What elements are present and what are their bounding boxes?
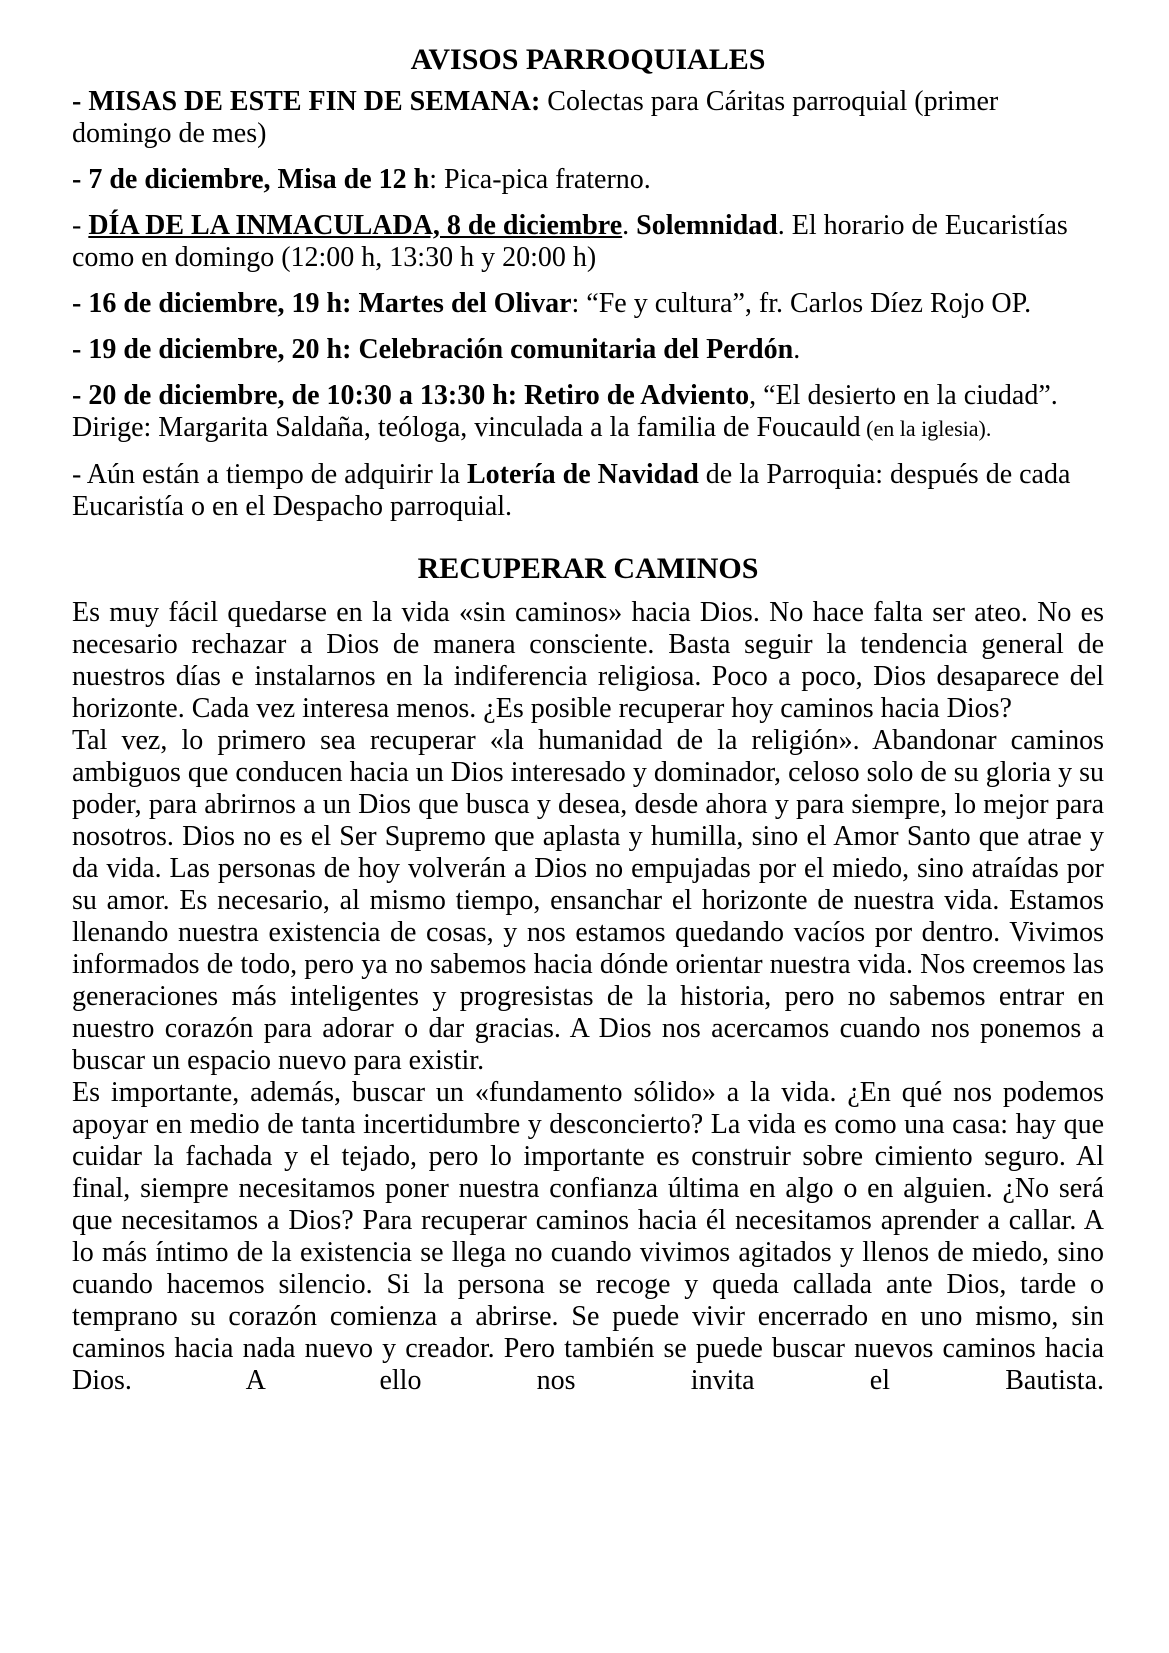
aviso-heading: - 16 de diciembre, 19 h: Martes del Olivar (72, 288, 572, 319)
aviso-item (72, 288, 1104, 320)
aviso-heading: - 20 de diciembre, de 10:30 a 13:30 h: Retiro de Adviento (72, 380, 750, 411)
aviso-text: . (793, 334, 801, 365)
aviso-item (72, 459, 1104, 523)
aviso-item (72, 380, 1104, 445)
aviso-item (72, 86, 1104, 150)
aviso-item (72, 164, 1104, 196)
aviso-item (72, 210, 1104, 274)
aviso-text: Colectas para Cáritas parroquial (primer domingo de mes) (72, 86, 999, 149)
article-title: RECUPERAR CAMINOS (417, 552, 759, 585)
aviso-heading: - MISAS DE ESTE FIN DE SEMANA: (72, 86, 541, 117)
bulletin-page (72, 42, 1104, 1397)
aviso-heading: Solemnidad (636, 210, 778, 241)
aviso-heading: Lotería de Navidad (467, 459, 699, 490)
aviso-text-before: - Aún están a tiempo de adquirir la (72, 459, 467, 490)
aviso-text: : Pica-pica fraterno. (429, 164, 651, 195)
aviso-item (72, 334, 1104, 366)
aviso-note: (en la iglesia). (860, 416, 992, 441)
aviso-separator: . (622, 210, 637, 241)
aviso-text: de la Parroquia: después de cada Eucaristía o en el Despacho parroquial. (72, 459, 1071, 522)
aviso-text: . El horario de Eucaristías como en domingo (12:00 h, 13:30 h y 20:00 h) (72, 210, 1068, 273)
aviso-heading: - 19 de diciembre, 20 h: Celebración comunitaria del Perdón (72, 334, 794, 365)
article-paragraph: Es muy fácil quedarse en la vida «sin caminos» hacia Dios. No hace falta ser ateo. No es necesario rechazar a Dios de manera consciente. Basta seguir la tendencia general de nuestros días e instalarnos en la indiferencia religiosa. Poco a poco, Dios desaparece del horizonte. Cada vez interesa menos. ¿Es posible recuperar hoy caminos hacia Dios? (72, 597, 1104, 724)
avisos-title: AVISOS PARROQUIALES (410, 43, 766, 76)
article-body (72, 597, 1104, 1397)
aviso-text: : “Fe y cultura”, fr. Carlos Díez Rojo OP. (571, 288, 1032, 319)
aviso-prefix: - (72, 210, 89, 241)
article-paragraph: Tal vez, lo primero sea recuperar «la humanidad de la religión». Abandonar caminos ambiguos que conducen hacia un Dios interesado y dominador, celoso solo de su gloria y su poder, para abrirnos a un Dios que busca y desea, desde ahora y para siempre, lo mejor para nosotros. Dios no es el Ser Supremo que aplasta y humilla, sino el Amor Santo que atrae y da vida. Las personas de hoy volverán a Dios no empujadas por el miedo, sino atraídas por su amor. Es necesario, al mismo tiempo, ensanchar el horizonte de nuestra vida. Estamos llenando nuestra existencia de cosas, y nos estamos quedando vacíos por dentro. Vivimos informados de todo, pero ya no sabemos hacia dónde orientar nuestra vida. Nos creemos las generaciones más inteligentes y progresistas de la historia, pero no sabemos entrar en nuestro corazón para adorar o dar gracias. A Dios nos acercamos cuando nos ponemos a buscar un espacio nuevo para existir. (72, 725, 1104, 1076)
avisos-list (72, 86, 1104, 523)
aviso-heading-underlined: DÍA DE LA INMACULADA, 8 de diciembre (88, 210, 623, 241)
aviso-heading: - 7 de diciembre, Misa de 12 h (72, 164, 430, 195)
article-paragraph: Es importante, además, buscar un «fundamento sólido» a la vida. ¿En qué nos podemos apoyar en medio de tanta incertidumbre y desconcierto? La vida es como una casa: hay que cuidar la fachada y el tejado, pero lo importante es construir sobre cimiento seguro. Al final, siempre necesitamos poner nuestra confianza última en algo o en alguien. ¿No será que necesitamos a Dios? Para recuperar caminos hacia él necesitamos aprender a callar. A lo más íntimo de la existencia se llega no cuando vivimos agitados y llenos de miedo, sino cuando hacemos silencio. Si la persona se recoge y queda callada ante Dios, tarde o temprano su corazón comienza a abrirse. Se puede vivir encerrado en uno mismo, sin caminos hacia nada nuevo y creador. Pero también se puede buscar nuevos caminos hacia Dios. A ello nos invita el Bautista. (72, 1077, 1104, 1396)
aviso-text: , “El desierto en la ciudad”. Dirige: Margarita Saldaña, teóloga, vinculada a la familia de Foucauld (72, 380, 1058, 443)
